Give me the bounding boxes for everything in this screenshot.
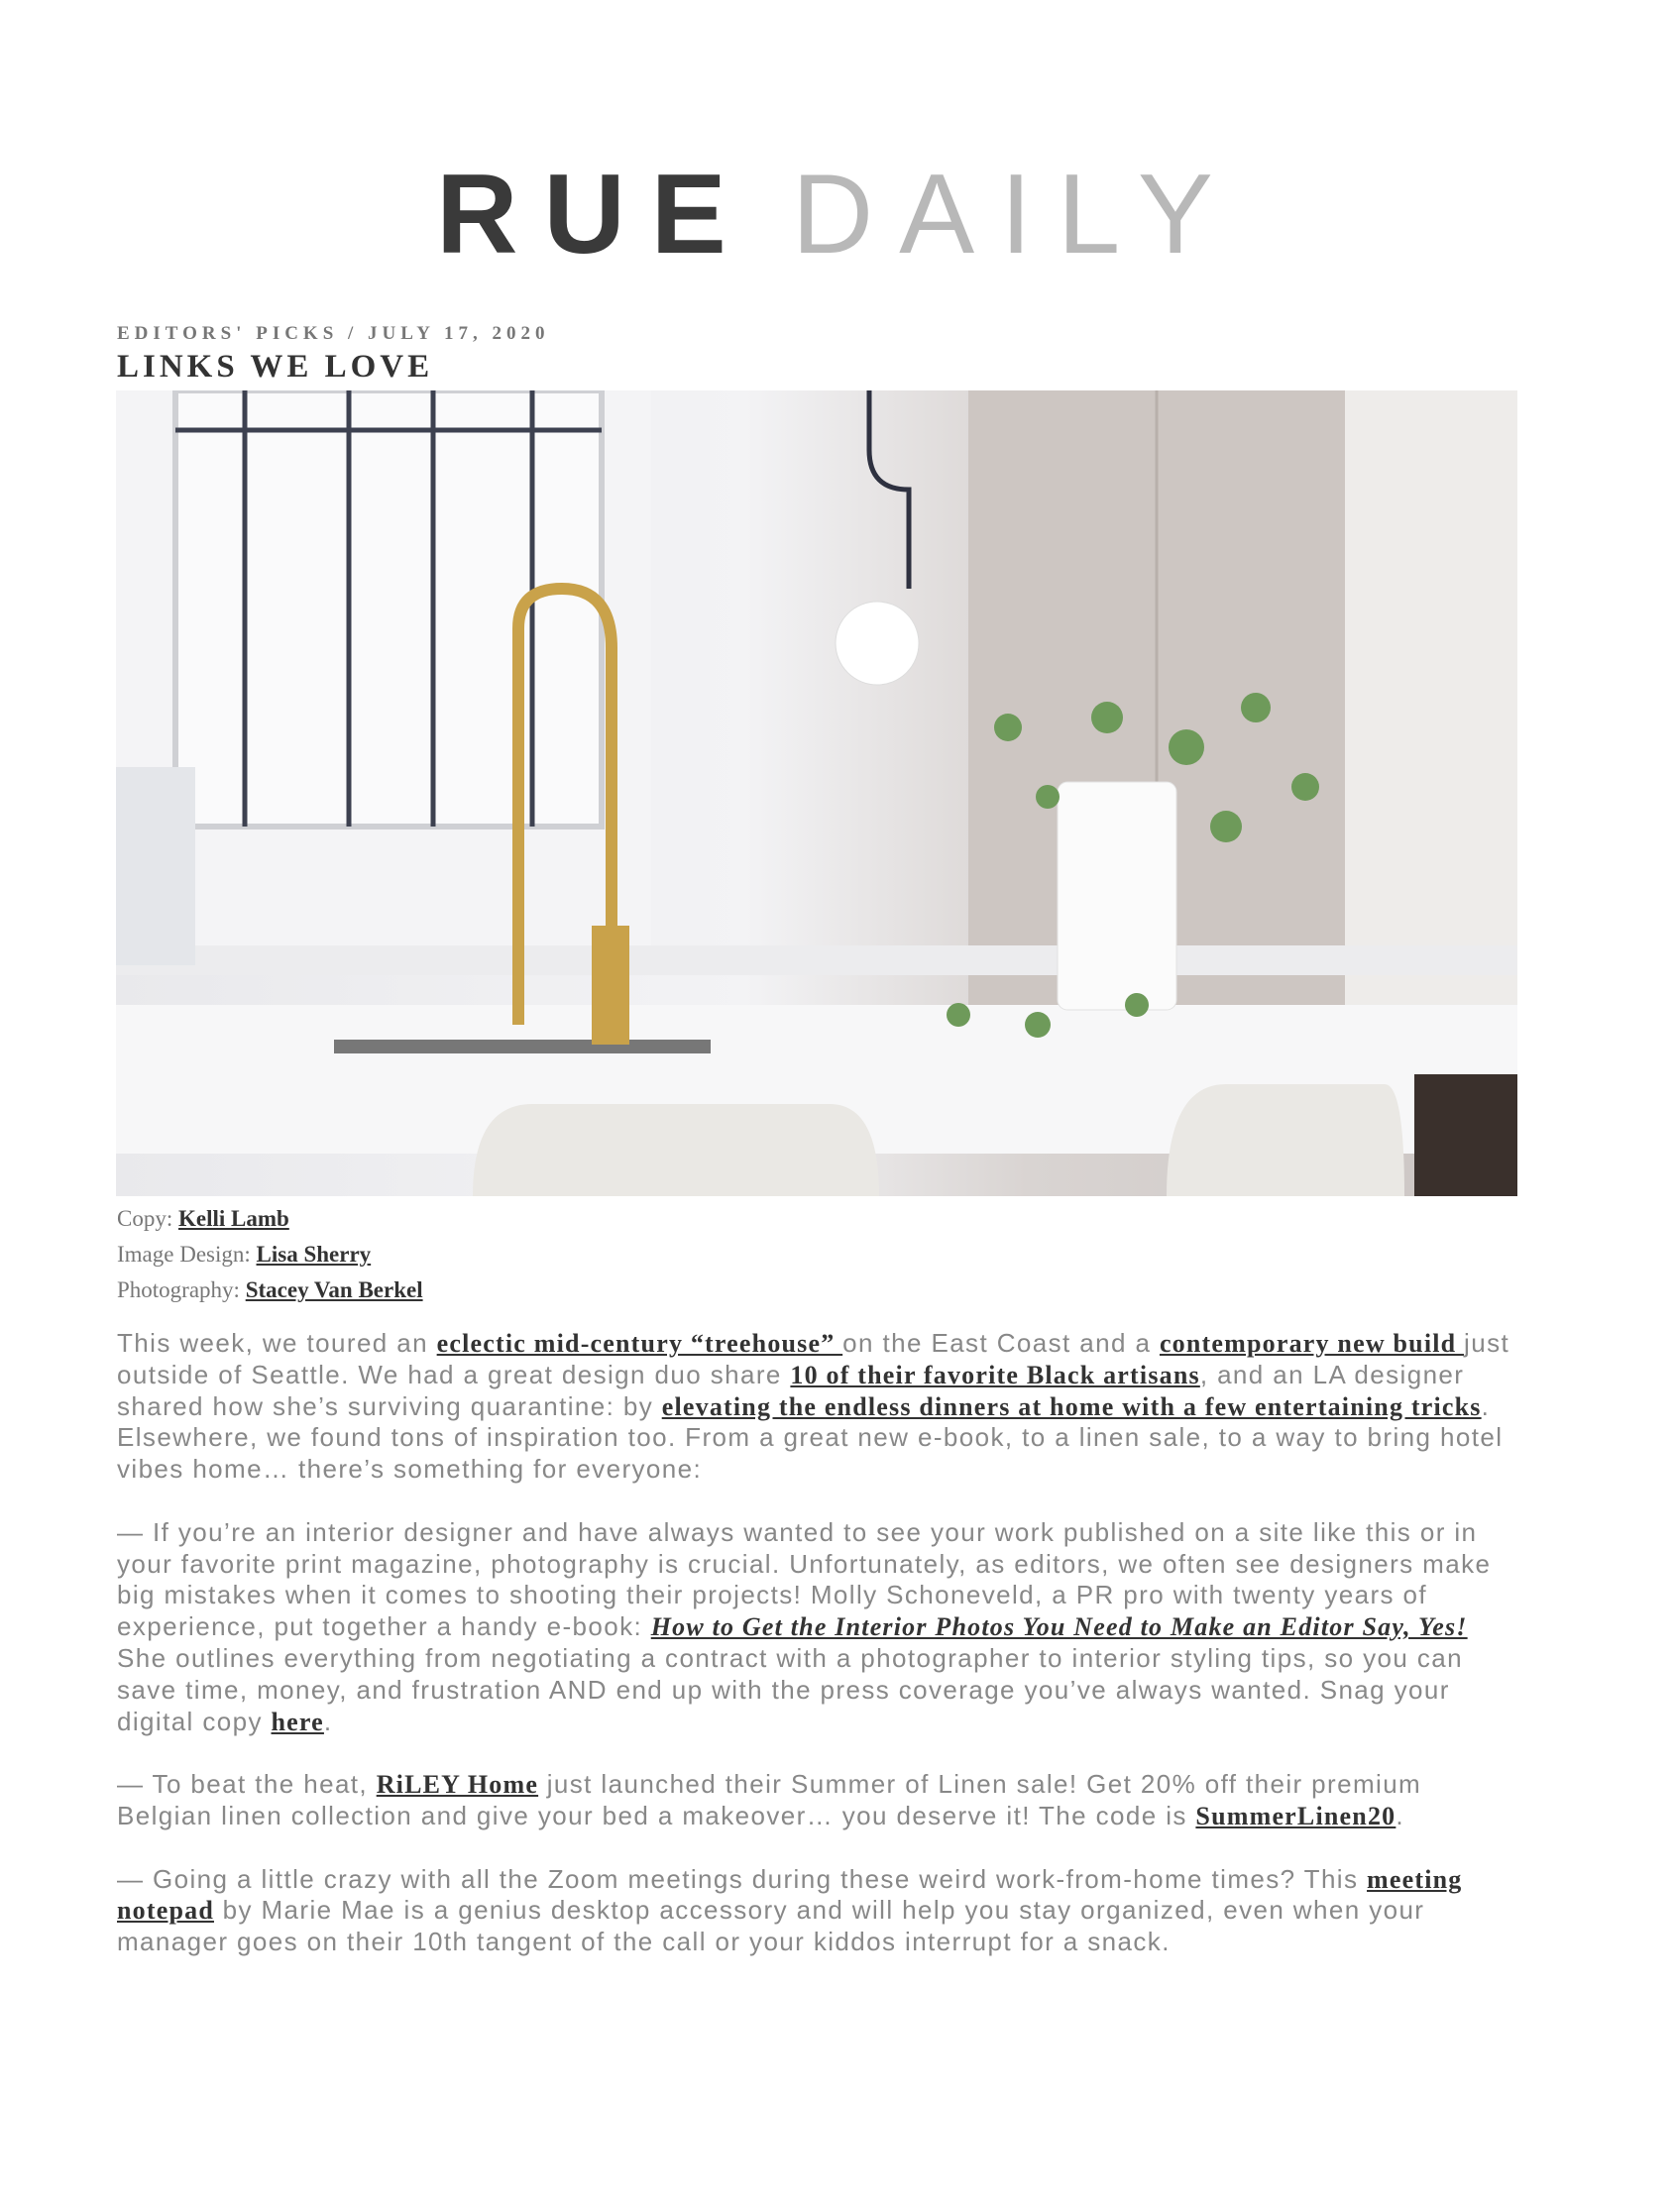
link-promo-code[interactable]: SummerLinen20 xyxy=(1195,1801,1396,1830)
credit-image-design xyxy=(117,1237,423,1272)
link-riley-home[interactable]: RiLEY Home xyxy=(376,1770,539,1800)
credit-label: Copy: xyxy=(117,1206,178,1231)
hero-image-kitchen xyxy=(116,390,1517,1196)
credit-copy xyxy=(117,1201,423,1237)
link-contemporary-build[interactable]: contemporary new build xyxy=(1159,1329,1465,1358)
text: — If you’re an interior designer and have always wanted to see your work published on a site like this or in your favorite print magazine, photography is crucial. Unfortunately, as editors, we often see designers make big mistakes when it comes to shooting their projects! Molly Schoneveld, a PR pro with twenty years of experience, put together a handy e-book: xyxy=(117,1516,1492,1642)
ebook-paragraph xyxy=(117,1517,1524,1738)
link-here[interactable]: here xyxy=(271,1707,324,1736)
text: — Going a little crazy with all the Zoom meetings during these weird work-from-home times? This xyxy=(117,1863,1368,1894)
link-meeting-notepad[interactable]: meeting notepad xyxy=(117,1864,1463,1926)
link-entertaining-tricks[interactable]: elevating the endless dinners at home with a few entertaining tricks xyxy=(661,1391,1482,1421)
text: just launched their Summer of Linen sale! Get 20% off their premium Belgian linen collection and give your bed a makeover… you deserve it! The code is xyxy=(117,1769,1422,1830)
credit-link-stacey-van-berkel[interactable]: Stacey Van Berkel xyxy=(245,1277,423,1302)
text: . Elsewhere, we found tons of inspiration too. From a great new e-book, to a linen sale, to a way to bring hotel vibes home… there’s something for everyone: xyxy=(117,1390,1504,1485)
notepad-paragraph xyxy=(117,1864,1524,1958)
text: She outlines everything from negotiating a contract with a photographer to interior styling tips, so you can save time, money, and frustration AND end up with the press coverage you’ve always wanted. Snag your digital copy xyxy=(117,1642,1463,1736)
text: — To beat the heat, xyxy=(117,1769,377,1800)
linen-paragraph xyxy=(117,1769,1524,1832)
article-title: LINKS WE LOVE xyxy=(117,349,434,385)
credits-block xyxy=(117,1201,423,1308)
text: . xyxy=(1396,1800,1404,1830)
text: . xyxy=(323,1706,333,1736)
credit-link-kelli-lamb[interactable]: Kelli Lamb xyxy=(177,1206,289,1231)
text: by Marie Mae is a genius desktop accessory and will help you stay organized, even when your manager goes on their 10th tangent of the call or your kiddos interrupt for a snack. xyxy=(117,1895,1425,1957)
text: , and an LA designer shared how she’s surviving quarantine: by xyxy=(117,1359,1465,1421)
credit-photography xyxy=(117,1272,423,1308)
link-ebook[interactable]: How to Get the Interior Photos You Need to Make an Editor Say, Yes! xyxy=(650,1612,1468,1642)
credit-link-lisa-sherry[interactable]: Lisa Sherry xyxy=(256,1242,372,1267)
logo-daily: DAILY xyxy=(791,152,1239,277)
credit-label: Photography: xyxy=(117,1277,246,1302)
article-kicker: EDITORS' PICKS / JULY 17, 2020 xyxy=(117,323,550,344)
text: just outside of Seattle. We had a great design duo share xyxy=(117,1328,1510,1389)
kitchen-illustration xyxy=(116,390,1517,1196)
logo-rue: RUE xyxy=(436,152,752,277)
link-treehouse[interactable]: eclectic mid-century “treehouse” xyxy=(436,1329,843,1358)
text: This week, we toured an xyxy=(117,1328,437,1358)
text: on the East Coast and a xyxy=(842,1328,1160,1358)
credit-label: Image Design: xyxy=(117,1242,257,1267)
intro-paragraph xyxy=(117,1328,1524,1486)
site-logo[interactable] xyxy=(0,152,1675,277)
link-black-artisans[interactable]: 10 of their favorite Black artisans xyxy=(790,1360,1200,1389)
article-body xyxy=(117,1328,1524,1990)
